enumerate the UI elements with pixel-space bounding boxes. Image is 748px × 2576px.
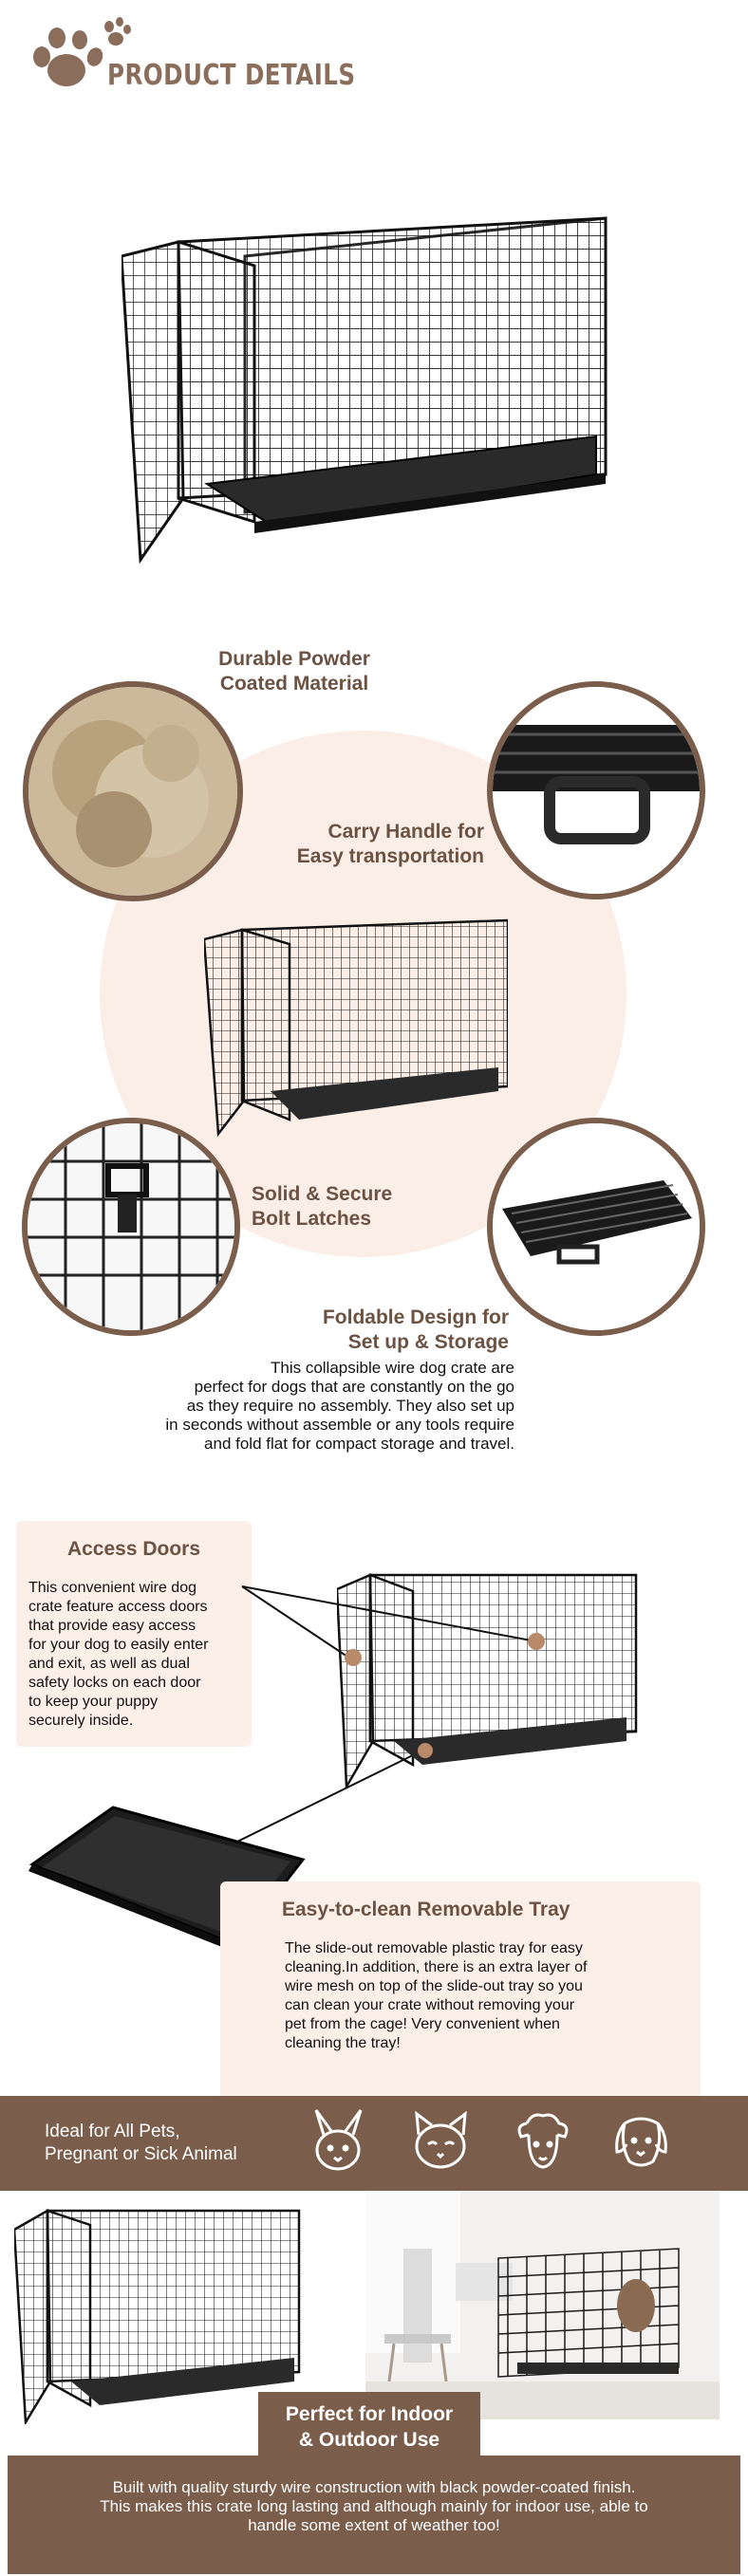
crate-image (122, 209, 615, 569)
feature-latch-title: Solid & Secure Bolt Latches (252, 1183, 393, 1230)
dog-icon (606, 2106, 677, 2178)
tray-desc: The slide-out removable plastic tray for easy cleaning.In addition, there is an extra layer of wire mesh on top of the slide-out tray so you can clean your crate without removing your pet from the cage! Very convenient when cleaning the tray! (285, 1940, 588, 2051)
page-title: PRODUCT DETAILS (107, 59, 356, 92)
crate-image-small (204, 916, 508, 1139)
carry-handle-circle (487, 681, 705, 899)
header (0, 0, 748, 104)
access-doors-title: Access Doors (66, 1538, 201, 1560)
indoor-title: Perfect for Indoor & Outdoor Use (285, 2403, 454, 2451)
indoor-desc: Built with quality sturdy wire construction with black powder-coated finish. This makes this crate long lasting and although mainly for indoor use, able to handle some extent of weather too! (100, 2478, 648, 2534)
tray-title: Easy-to-clean Removable Tray (282, 1899, 570, 1920)
feature-foldable-title: Foldable Design for Set up & Storage (322, 1307, 509, 1353)
rabbit-icon (303, 2106, 374, 2178)
sheep-icon (508, 2106, 579, 2178)
cat-icon (405, 2106, 477, 2178)
access-doors-desc: This convenient wire dog crate feature access doors that provide easy access for your dog to easily enter and exit, as well as dual safety locks on each door to keep your puppy securely inside. (28, 1580, 209, 1729)
pets-band-text: Ideal for All Pets, Pregnant or Sick Animal (45, 2122, 237, 2164)
feature-foldable-desc: This collapsible wire dog crate are perfect for dogs that are constantly on the go as they require no assembly. They also set up in seconds without assemble or any tools require and fold flat for compact storage and travel. (165, 1359, 514, 1453)
bolt-latch-circle (22, 1118, 240, 1336)
feature-handle-title: Carry Handle for Easy transportation (296, 821, 484, 867)
crate-access-image (337, 1570, 641, 1788)
room-photo (365, 2192, 720, 2419)
feature-durable-title: Durable Powder Coated Material (218, 648, 370, 695)
powder-material-circle (23, 681, 243, 901)
foldable-circle (487, 1118, 705, 1336)
